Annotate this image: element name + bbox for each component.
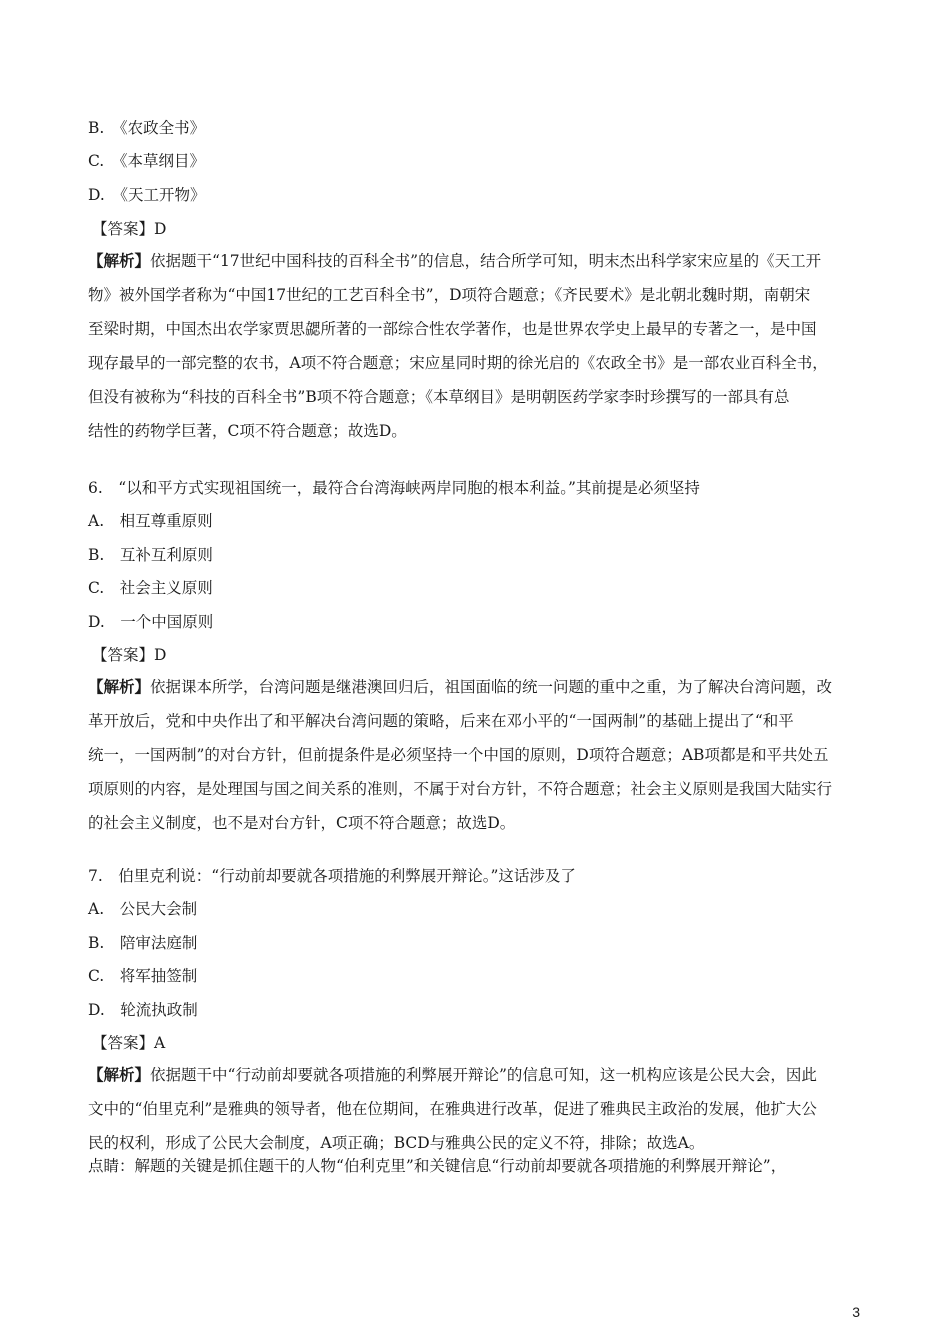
q5-analysis-line: 依据题干“17世纪中国科技的百科全书”的信息，结合所学可知，明末杰出科学家宋应星的《天工开 bbox=[150, 252, 822, 270]
q5-analysis-line: 结性的药物学巨著，C项不符合题意；故选D。 bbox=[88, 422, 407, 440]
q5-analysis-line: 现存最早的一部完整的农书，A项不符合题意；宋应星同时期的徐光启的《农政全书》是一部农业百科全书， bbox=[88, 354, 828, 372]
q6-option-a: A. 相互尊重原则 bbox=[88, 512, 213, 530]
q7-question: 7. 伯里克利说：“行动前却要就各项措施的利弊展开辩论。”这话涉及了 bbox=[88, 867, 576, 885]
q6-analysis-line: 项原则的内容，是处理国与国之间关系的准则，不属于对台方针，不符合题意；社会主义原则是我国大陆实行 bbox=[88, 780, 833, 798]
q5-analysis-line: 物》被外国学者称为“中国17世纪的工艺百科全书”，D项符合题意；《齐民要术》是北朝北魏时期，南朝宋 bbox=[88, 286, 811, 304]
q7-tip: 点睛：解题的关键是抓住题干的人物“伯利克里”和关键信息“行动前却要就各项措施的利弊展开辩论”， bbox=[88, 1157, 787, 1175]
q6-analysis-label: 【解析】 bbox=[88, 677, 151, 696]
q7-option-c: C. 将军抽签制 bbox=[88, 967, 198, 985]
q5-option-c: C. 《本草纲目》 bbox=[88, 152, 205, 170]
q7-option-a: A. 公民大会制 bbox=[88, 900, 198, 918]
q7-analysis-line: 民的权利，形成了公民大会制度，A项正确；BCD与雅典公民的定义不符，排除；故选A。 bbox=[88, 1134, 705, 1152]
q5-analysis-line: 至梁时期，中国杰出农学家贾思勰所著的一部综合性农学著作，也是世界农学史上最早的专著之一，是中国 bbox=[88, 320, 817, 338]
q6-question: 6. “以和平方式实现祖国统一，最符合台湾海峡两岸同胞的根本利益。”其前提是必须坚持 bbox=[88, 479, 700, 497]
q7-answer: 【答案】A bbox=[92, 1034, 166, 1052]
q6-option-d: D. 一个中国原则 bbox=[88, 613, 214, 631]
q5-analysis-label: 【解析】 bbox=[88, 251, 151, 270]
q7-analysis-line: 文中的“伯里克利”是雅典的领导者，他在位期间，在雅典进行改革，促进了雅典民主政治的发展，他扩大公 bbox=[88, 1100, 817, 1118]
q5-analysis-line: 但没有被称为“科技的百科全书”B项不符合题意；《本草纲目》是明朝医药学家李时珍撰写的一部具有总 bbox=[88, 388, 790, 406]
q5-option-b: B. 《农政全书》 bbox=[88, 119, 206, 137]
q7-option-d: D. 轮流执政制 bbox=[88, 1001, 198, 1019]
q6-analysis bbox=[88, 670, 868, 840]
q6-analysis-line: 的社会主义制度，也不是对台方针，C项不符合题意；故选D。 bbox=[88, 814, 516, 832]
q6-option-b: B. 互补互利原则 bbox=[88, 546, 213, 564]
q6-analysis-line: 依据课本所学，台湾问题是继港澳回归后，祖国面临的统一问题的重中之重，为了解决台湾问题，改 bbox=[150, 678, 833, 696]
q7-analysis-label: 【解析】 bbox=[88, 1065, 151, 1084]
q6-answer: 【答案】D bbox=[92, 646, 167, 664]
q5-answer: 【答案】D bbox=[92, 220, 167, 238]
q6-analysis-line: 革开放后，党和中央作出了和平解决台湾问题的策略，后来在邓小平的“一国两制”的基础上提出了“和平 bbox=[88, 712, 794, 730]
q7-option-b: B. 陪审法庭制 bbox=[88, 934, 198, 952]
q5-analysis bbox=[88, 244, 868, 448]
q6-option-c: C. 社会主义原则 bbox=[88, 579, 213, 597]
q5-option-d: D. 《天工开物》 bbox=[88, 186, 206, 204]
page-number: 3 bbox=[852, 1304, 860, 1320]
q7-analysis-line: 依据题干中“行动前却要就各项措施的利弊展开辩论”的信息可知，这一机构应该是公民大会，因此 bbox=[150, 1066, 817, 1084]
q6-analysis-line: 统一，一国两制”的对台方针，但前提条件是必须坚持一个中国的原则，D项符合题意；AB项都是和平共处五 bbox=[88, 746, 829, 764]
q7-analysis bbox=[88, 1058, 868, 1160]
